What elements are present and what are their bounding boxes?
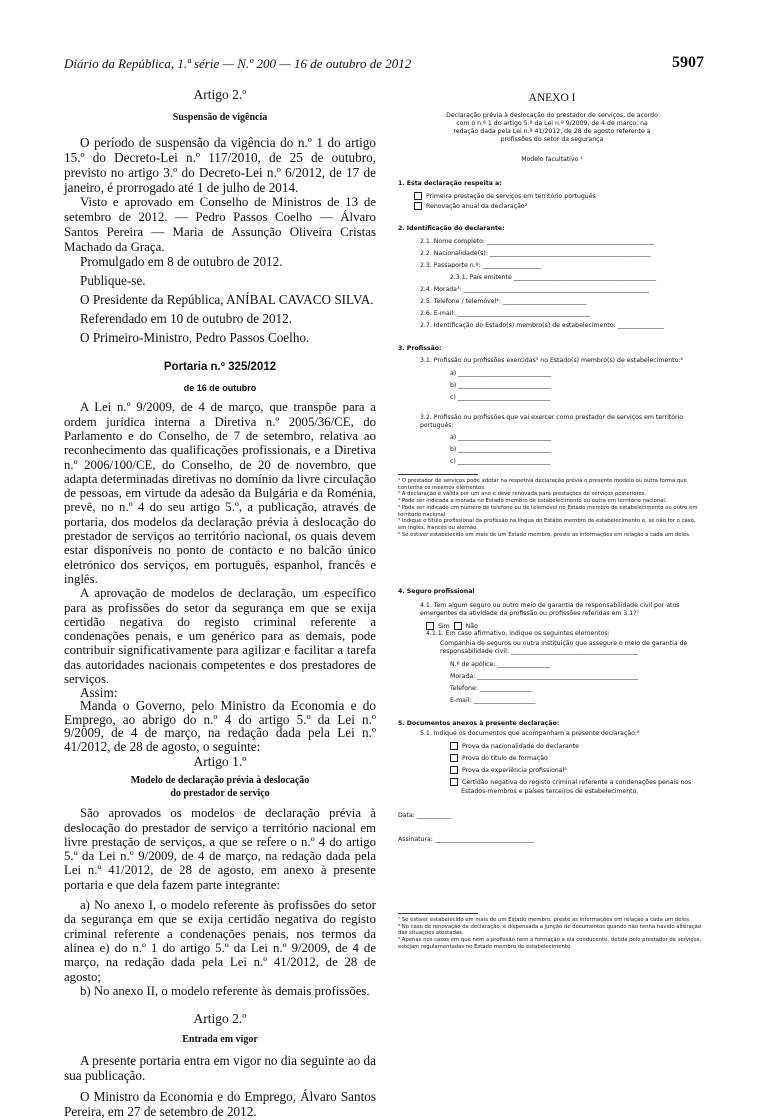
doc-criminal-record[interactable] bbox=[450, 778, 691, 788]
checkbox-yes[interactable] bbox=[426, 622, 434, 630]
option-label: Renovação anual da declaração² bbox=[426, 203, 528, 210]
doc-label: Certidão negativa do registo criminal referente a condenações penais nos bbox=[462, 779, 692, 786]
footnote: ² A declaração é válida por um ano e deve renovada para prestações de serviços posteriores. bbox=[398, 491, 647, 498]
article-2b-subtitle: Entrada em vigor bbox=[182, 1034, 258, 1046]
question-3-1: 3.1. Profissão ou profissões exercidas⁵ no Estado(s) membro(s) de estabelecimento:⁶ bbox=[420, 357, 683, 364]
section-4: 4. Seguro profissional bbox=[398, 588, 475, 595]
field-nationality[interactable]: 2.2. Nacionalidade(s): ____________________________________________________ bbox=[420, 250, 651, 257]
doc-nationality[interactable] bbox=[450, 742, 579, 752]
answer-line-b[interactable]: b) ______________________________ bbox=[450, 446, 552, 453]
answer-line-c[interactable]: c) ______________________________ bbox=[450, 394, 551, 401]
portaria-date: de 16 de outubro bbox=[183, 382, 257, 393]
footnote: ⁴ Pode ser indicado um número de telefone ou de telemóvel no Estado membro de estabelecimento ou outro em território nacional. bbox=[398, 504, 698, 518]
article-2-subtitle: Suspensão de vigência bbox=[172, 111, 268, 123]
intro-line: Declaração prévia à deslocação do prestador de serviços, de acordo bbox=[446, 112, 658, 119]
paragraph: Manda o Governo, pelo Ministro da Economia e do Emprego, ao abrigo do n.º 4 do artigo 5.º da Lei n.º 9/2009, de 4 de março, na redação dada pela Lei n.º 41/2012, de 28 de agosto, o seguinte: bbox=[64, 698, 376, 754]
answer-line-a[interactable]: a) ______________________________ bbox=[450, 434, 551, 441]
journal-title: Diário da República, 1.ª série — N.º 200 — 16 de outubro de 2012 bbox=[64, 56, 412, 71]
article-1-title: Artigo 1.º bbox=[193, 754, 247, 770]
footnotes-bottom bbox=[398, 917, 704, 951]
field-policy-number[interactable]: N.º de apólice: _________________ bbox=[450, 661, 550, 668]
paragraph: Assim: bbox=[80, 685, 118, 701]
section-5: 5. Documentos anexos à presente declaração: bbox=[398, 720, 560, 727]
option-first-provision[interactable] bbox=[414, 192, 596, 202]
doc-experience[interactable] bbox=[450, 766, 567, 776]
footnote-rule bbox=[398, 474, 478, 475]
paragraph: Publique-se. bbox=[80, 272, 146, 288]
checkbox[interactable] bbox=[450, 766, 458, 774]
intro-line: profissões do setor da segurança bbox=[500, 136, 604, 143]
checkbox[interactable] bbox=[414, 192, 422, 200]
paragraph: O Ministro da Economia e do Emprego, Álvaro Santos Pereira, em 27 de setembro de 2012. bbox=[64, 1088, 376, 1119]
paragraph: Referendado em 10 de outubro de 2012. bbox=[80, 310, 293, 326]
footnote-rule bbox=[398, 913, 478, 914]
model-note: Modelo facultativo ¹ bbox=[521, 156, 583, 163]
paragraph: Promulgado em 8 de outubro de 2012. bbox=[80, 254, 283, 270]
field-member-state[interactable]: 2.7. Identificação do Estado(s) membro(s) de estabelecimento: _______________ bbox=[420, 322, 664, 329]
field-insurer-phone[interactable]: Telefone: _________________ bbox=[450, 685, 533, 692]
footnote: ⁶ Se estiver estabelecido em mais de um Estado membro, preste as informações em relação a cada um deles. bbox=[398, 531, 691, 538]
annex-title: ANEXO I bbox=[528, 92, 576, 104]
field-phone[interactable]: 2.5. Telefone / telemóvel⁴: ___________________________ bbox=[420, 298, 587, 305]
paragraph: a) No anexo I, o modelo referente às profissões do setor da segurança em que se exija certidão negativa do registo criminal referente a condenações penais, nos termos da alínea e) do n.º 1 do artigo 5.º da Lei n.º 9/2009, de 4 de março, na redação dada pela Lei n.º 41/2012, de 28 de agosto; bbox=[64, 898, 376, 984]
field-insurer-address[interactable]: Morada: ____________________________________________________ bbox=[450, 673, 639, 680]
checkbox-no[interactable] bbox=[454, 622, 462, 630]
paragraph: A Lei n.º 9/2009, de 4 de março, que transpõe para a ordem jurídica interna a Diretiva n.º 2005/36/CE, do Parlamento e do Conselho, de 7 de setembro, relativa ao reconhecimento das qualificações profissionais, e a Diretiva n.º 2006/100/CE, do Conselho, de 20 de novembro, que adapta determinadas diretivas no domínio da livre circulação de pessoas, em virtude da adesão da Bulgária e da Roménia, prevê, no n.º 4 do seu artigo 5.º, a publicação, através de portaria, dos modelos da declaração prévia à deslocação do prestador de serviços ao território nacional, os quais devem estar disponíveis no ponto de contacto e no balcão único eletrónico dos serviços, em português, espanhol, francês e inglês. bbox=[64, 400, 376, 586]
answer-line-b[interactable]: b) ______________________________ bbox=[450, 382, 552, 389]
paragraph: Visto e aprovado em Conselho de Ministros de 13 de setembro de 2012. — Pedro Passos Coelho — Álvaro Santos Pereira — Maria de Assunção Oliveira Cristas Machado da Graça. bbox=[64, 195, 376, 255]
paragraph: São aprovados os modelos de declaração prévia à deslocação do prestador de serviço a território nacional em livre prestação de serviços, a que se refere o n.º 4 do artigo 5.º da Lei n.º 9/2009, de 4 de março, na redação dada pela Lei n.º 41/2012, de 28 de agosto, em anexo à presente portaria e que dela fazem parte integrante: bbox=[64, 806, 376, 892]
article-1-subtitle: Modelo de declaração prévia à deslocação do prestador de serviço bbox=[130, 775, 310, 800]
footnote: ¹ O prestador de serviços pode adotar na respetiva declaração prévia o presente modelo ou outra forma que contenha os mesmos elementos. bbox=[398, 478, 687, 491]
footnote: ⁷ Se estiver estabelecido em mais de um Estado membro, preste as informações em relação a cada um deles. bbox=[398, 917, 691, 923]
answer-line-c[interactable]: c) ______________________________ bbox=[450, 458, 551, 465]
field-signature[interactable]: Assinatura: ________________________________ bbox=[398, 836, 534, 843]
paragraph: b) No anexo II, o modelo referente às demais profissões. bbox=[80, 983, 370, 998]
section-2: 2. Identificação do declarante: bbox=[398, 225, 505, 232]
doc-training[interactable] bbox=[450, 754, 548, 764]
yes-label: Sim bbox=[438, 623, 450, 630]
field-date[interactable]: Data: ___________ bbox=[398, 812, 451, 819]
paragraph: O Primeiro-Ministro, Pedro Passos Coelho. bbox=[80, 329, 310, 345]
paragraph: O Presidente da República, ANÍBAL CAVACO SILVA. bbox=[80, 291, 374, 307]
intro-line: com o n.º 1 do artigo 5.º da Lei n.º 9/2009, de 4 de março, na bbox=[456, 120, 648, 127]
checkbox[interactable] bbox=[450, 754, 458, 762]
no-label: Não bbox=[465, 623, 478, 630]
question-5-1: 5.1. Indique os documentos que acompanham a presente declaração:⁸ bbox=[420, 730, 640, 737]
question-3-2: 3.2. Profissão ou profissões que vai exercer como prestador de serviços em território bbox=[420, 414, 684, 421]
field-passport[interactable]: 2.3. Passaporte n.º: ___________________ bbox=[420, 262, 542, 269]
field-email[interactable]: 2.6. E-mail: ___________________________________________ bbox=[420, 310, 591, 317]
portaria-title: Portaria n.º 325/2012 bbox=[163, 360, 277, 373]
section-1: 1. Esta declaração respeita a: bbox=[398, 180, 502, 187]
doc-label: Prova do título de formação bbox=[462, 755, 548, 762]
footnote: ⁵ Indique o título profissional da profissão na língua do Estado membro de estabelecimento e, se não for o caso, em inglês, francês ou alemão. bbox=[398, 518, 696, 531]
option-label: Primeira prestação de serviços em território português bbox=[426, 193, 596, 200]
checkbox[interactable] bbox=[414, 202, 422, 210]
section-3: 3. Profissão: bbox=[398, 345, 442, 352]
intro-line: redação dada pela Lei n.º 41/2012, de 28 de agosto referente a bbox=[453, 128, 651, 135]
left-column bbox=[64, 88, 376, 1120]
question-4-1: 4.1. Tem algum seguro ou outro meio de garantia de responsabilidade civil por atos bbox=[420, 602, 680, 609]
paragraph: O período de suspensão da vigência do n.º 1 do artigo 15.º do Decreto-Lei n.º 117/2010, de 25 de outubro, previsto no artigo 3.º do Decreto-Lei n.º 6/2012, de 17 de janeiro, é prorrogado até 1 de julho de 2014. bbox=[64, 134, 376, 195]
footnote: ⁸ No caso de renovação da declaração, é dispensada a junção de documentos quando não tenha havido alteração das situações atestadas. bbox=[398, 923, 702, 937]
footnotes-top bbox=[398, 478, 704, 538]
question-4-1-cont: emergentes da atividade da profissão ou profissões referidas em 3.1?⁷ bbox=[420, 610, 639, 617]
question-3-2-cont: português: bbox=[420, 422, 454, 429]
field-issuing-country[interactable]: 2.3.1. País emitente ______________________________________________ bbox=[450, 274, 657, 281]
article-2-title: Artigo 2.º bbox=[193, 87, 247, 102]
insurer-line: Companhia de seguros ou outra instituição que assegure o meio de garantia de bbox=[440, 640, 688, 647]
doc-label: Prova da experiência profissional⁹ bbox=[462, 767, 567, 774]
insurer-field[interactable]: responsabilidade civil: _________________________________________ bbox=[440, 648, 638, 655]
option-renewal[interactable] bbox=[414, 202, 527, 212]
paragraph: A presente portaria entra em vigor no dia seguinte ao da sua publicação. bbox=[64, 1052, 376, 1083]
field-name[interactable]: 2.1. Nome completo: ______________________________________________________ bbox=[420, 238, 654, 245]
checkbox[interactable] bbox=[450, 778, 458, 786]
doc-criminal-record-cont: Estados-membros e países terceiros de estabelecimento. bbox=[461, 788, 639, 795]
question-4-1-1: 4.1.1. Em caso afirmativo, indique os seguintes elementos: bbox=[426, 630, 610, 637]
footnote: ³ Pode ser indicada a morada no Estado membro de estabelecimento ou outra em território nacional. bbox=[398, 498, 667, 505]
paragraph: A aprovação de modelos de declaração, um específico para as profissões do setor da segurança em que se exija certidão negativa do registo criminal referente a condenações penais, e um genérico para as demais, pode contribuir significativamente para agilizar e facilitar a tarefa das autoridades nacionais competentes e dos prestadores de serviços. bbox=[64, 586, 376, 687]
footnote: ⁹ Apenas nos casos em que nem a profissão nem a formação a ela conducente, detida pelo prestador de serviços, estejam regulamentadas no Estado membro de estabelecimento. bbox=[398, 937, 702, 950]
checkbox[interactable] bbox=[450, 742, 458, 750]
field-address[interactable]: 2.4. Morada³: ____________________________________________________________ bbox=[420, 286, 650, 293]
doc-label: Prova da nacionalidade do declarante bbox=[462, 743, 579, 750]
page-number: 5907 bbox=[672, 54, 704, 71]
article-2b-title: Artigo 2.º bbox=[193, 1011, 247, 1027]
page-header bbox=[64, 56, 704, 76]
field-insurer-email[interactable]: E-mail: ____________________ bbox=[450, 697, 536, 704]
answer-line-a[interactable]: a) ______________________________ bbox=[450, 370, 551, 377]
